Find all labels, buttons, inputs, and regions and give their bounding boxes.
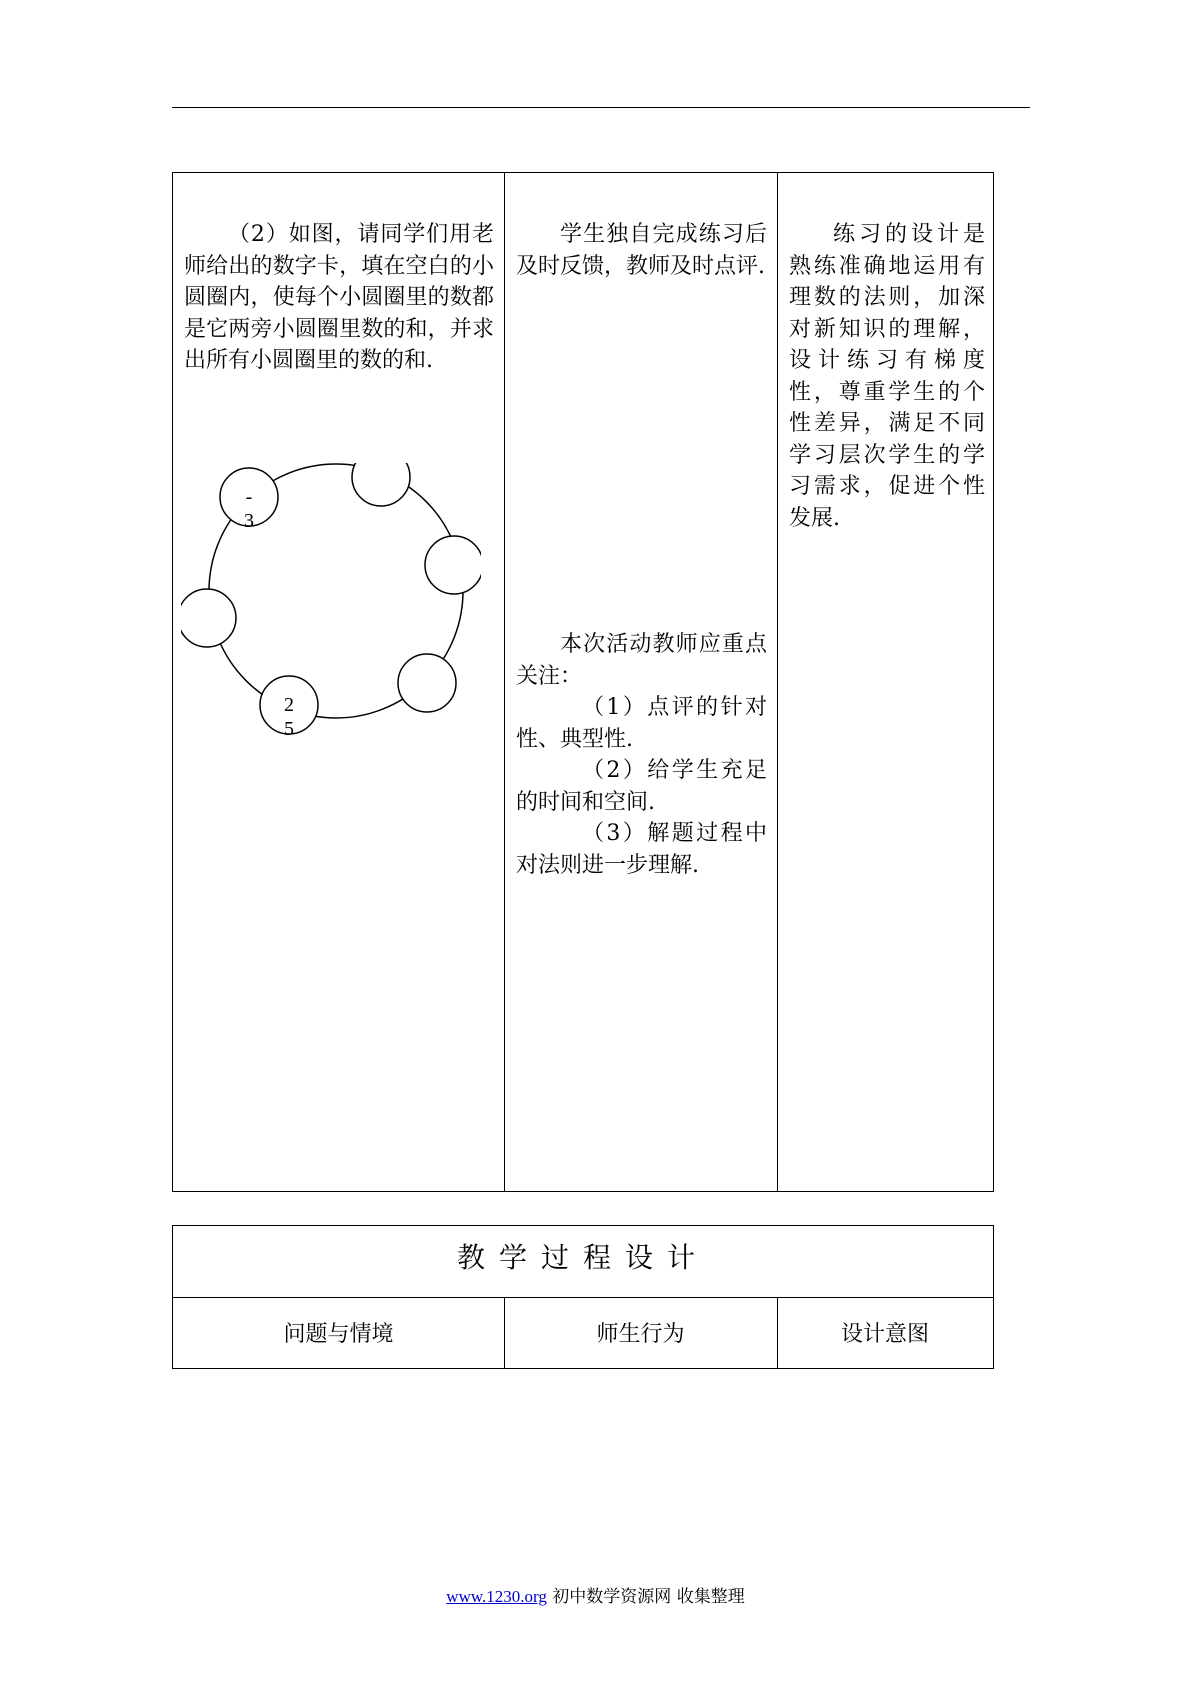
process-design-table xyxy=(172,1225,994,1369)
focus-item: （2）给学生充足的时间和空间. xyxy=(516,758,767,815)
small-circle-left xyxy=(181,589,236,647)
activity-text: 学生独自完成练习后及时反馈，教师及时点评. xyxy=(516,222,767,279)
focus-item: （3）解题过程中对法则进一步理解. xyxy=(516,821,767,878)
column-header-behavior: 师生行为 xyxy=(596,1322,685,1347)
header-rule xyxy=(172,107,1030,108)
page-footer xyxy=(0,1582,1191,1607)
focus-item: （1）点评的针对性、典型性. xyxy=(516,695,767,752)
column-divider xyxy=(504,173,505,1191)
footer-text: 初中数学资源网 收集整理 xyxy=(546,1587,745,1607)
column-header-problem: 问题与情境 xyxy=(283,1322,394,1347)
teacher-student-cell xyxy=(516,219,767,282)
lesson-table xyxy=(172,172,994,1192)
small-circle-top-right xyxy=(352,463,410,506)
design-intent-text: 练习的设计是熟练准确地运用有理数的法则，加深对新知识的理解，设计练习有梯度性，尊重学生的个性差异，满足不同学习层次学生的学习需求，促进个性发展. xyxy=(789,222,985,531)
small-circle-right xyxy=(425,536,481,594)
focus-title: 本次活动教师应重点关注： xyxy=(516,632,767,689)
section-title: 教学过程设计 xyxy=(456,1241,709,1274)
circle-ring-figure xyxy=(181,463,481,763)
column-divider xyxy=(777,173,778,1191)
circle-label-top-left: - 3 xyxy=(244,486,254,532)
problem-text: （2）如图，请同学们用老师给出的数字卡，填在空白的小圆圈内，使每个小圆圈里的数都是它两旁小圆圈里数的和，并求出所有小圆圈里的数的和. xyxy=(184,222,494,373)
circle-diagram xyxy=(181,463,481,763)
focus-notes xyxy=(516,629,767,881)
circle-label-bottom: 2 5 xyxy=(284,694,294,740)
footer-link[interactable]: www.1230.org xyxy=(446,1587,547,1606)
small-circle-bottom-right xyxy=(398,654,456,712)
column-header-intent: 设计意图 xyxy=(840,1322,929,1347)
problem-cell xyxy=(184,219,494,377)
design-intent-cell xyxy=(789,219,985,534)
